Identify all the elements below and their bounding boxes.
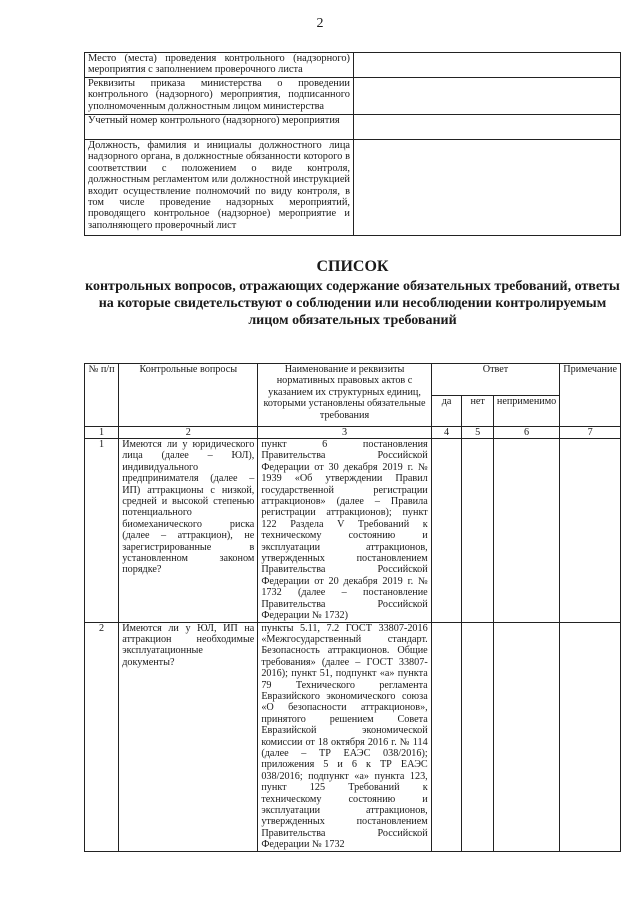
column-number: 2: [119, 427, 258, 439]
header-yes: да: [431, 395, 462, 427]
table-header-row: [85, 364, 621, 396]
info-row: [85, 140, 621, 236]
row-number: 1: [85, 439, 119, 623]
page-number: 2: [316, 16, 324, 31]
table-row: [85, 622, 621, 851]
list-title: СПИСОК: [316, 258, 389, 275]
answer-na-cell[interactable]: [493, 439, 559, 623]
answer-na-cell[interactable]: [493, 622, 559, 851]
column-number: 1: [85, 427, 119, 439]
row-acts: пункт 6 постановления Правительства Российской Федерации от 30 декабря 2019 г. № 1939 «Об утверждении Правил государственной регистрации аттракционов» (далее – Правила регистрации аттракционов); пункт 122 Раздела V Требований к техническому состоянию и эксплуатации аттракционов, утвержденных постановлением Правительства Российской Федерации от 20 декабря 2019 г. № 1732 (далее – постановление Правительства Российской Федерации № 1732): [258, 439, 431, 623]
table-row: [85, 439, 621, 623]
info-label: Место (места) проведения контрольного (надзорного) мероприятия с заполнением проверочного листа: [85, 53, 354, 78]
answer-yes-cell[interactable]: [431, 439, 462, 623]
inspection-info-table: [84, 52, 621, 236]
header-note: Примечание: [560, 364, 621, 427]
info-label: Учетный номер контрольного (надзорного) мероприятия: [85, 115, 354, 140]
info-row: [85, 53, 621, 78]
info-label: Реквизиты приказа министерства о проведении контрольного (надзорного) мероприятия, подписанного уполномоченным должностным лицом министерства: [85, 78, 354, 115]
column-number: 6: [493, 427, 559, 439]
info-value[interactable]: [354, 78, 621, 115]
answer-no-cell[interactable]: [462, 439, 493, 623]
header-not-applicable: неприменимо: [493, 395, 559, 427]
column-number-row: [85, 427, 621, 439]
info-value[interactable]: [354, 140, 621, 236]
row-number: 2: [85, 622, 119, 851]
note-cell[interactable]: [560, 439, 621, 623]
row-question: Имеются ли у ЮЛ, ИП на аттракцион необходимые эксплуатационные документы?: [119, 622, 258, 851]
info-value[interactable]: [354, 115, 621, 140]
info-value[interactable]: [354, 53, 621, 78]
header-acts: Наименование и реквизиты нормативных правовых актов с указанием их структурных единиц, которыми установлены обязательные требования: [258, 364, 431, 427]
checklist-table: [84, 363, 621, 852]
info-row: [85, 115, 621, 140]
note-cell[interactable]: [560, 622, 621, 851]
header-answer: Ответ: [431, 364, 560, 396]
header-number: № п/п: [85, 364, 119, 427]
answer-yes-cell[interactable]: [431, 622, 462, 851]
column-number: 7: [560, 427, 621, 439]
row-acts: пункты 5.11, 7.2 ГОСТ 33807-2016 «Межгосударственный стандарт. Безопасность аттракционов. Общие требования» (далее – ГОСТ 33807-2016); пункт 51, подпункт «а» пункта 79 Технического регламента Евразийского экономического союза «О безопасности аттракционов», принятого решением Совета Евразийской экономической комиссии от 18 октября 2016 г. № 114 (далее – ТР ЕАЭС 038/2016); приложения 5 и 6 к ТР ЕАЭС 038/2016; подпункт «а» пункта 123, пункт 125 Требований к техническому состоянию и эксплуатации аттракционов, утвержденных постановлением Правительства Российской Федерации № 1732: [258, 622, 431, 851]
column-number: 3: [258, 427, 431, 439]
header-no: нет: [462, 395, 493, 427]
answer-no-cell[interactable]: [462, 622, 493, 851]
info-label: Должность, фамилия и инициалы должностного лица надзорного органа, в должностные обязанности которого в соответствии с положением о виде контроля, должностным регламентом или должностной инструкцией входит осуществление полномочий по виду контроля, в том числе проведение надзорных мероприятий, проводящего контрольное (надзорное) мероприятие и заполняющего проверочный лист: [85, 140, 354, 236]
header-questions: Контрольные вопросы: [119, 364, 258, 427]
info-row: [85, 78, 621, 115]
column-number: 5: [462, 427, 493, 439]
list-title-block: [84, 258, 621, 329]
row-question: Имеются ли у юридического лица (далее – ЮЛ), индивидуального предпринимателя (далее – ИП) аттракционы с низкой, средней и высокой степенью потенциального биомеханического риска (далее – аттракцион), не зарегистрированные в установленном законом порядке?: [119, 439, 258, 623]
list-subtitle: контрольных вопросов, отражающих содержание обязательных требований, ответы на которые свидетельствуют о соблюдении или несоблюдении контролируемым лицом обязательных требований: [85, 279, 620, 328]
column-number: 4: [431, 427, 462, 439]
